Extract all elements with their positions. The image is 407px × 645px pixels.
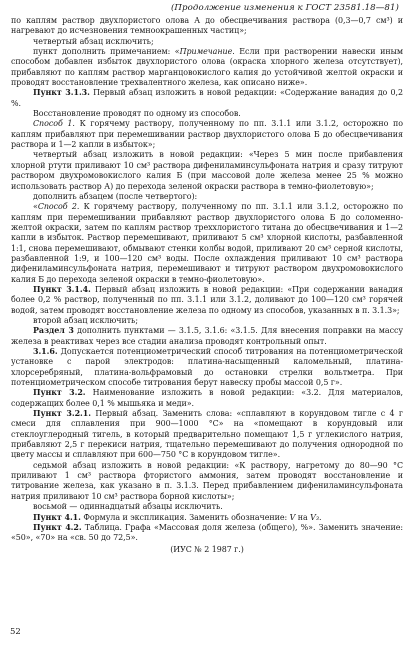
paragraph-p09 <box>11 202 403 285</box>
text-run: Примечание <box>179 47 233 57</box>
paragraph-p13 <box>11 347 403 388</box>
text-run: Пункт 3.1.3. <box>33 88 90 98</box>
page-number: 52 <box>10 627 21 637</box>
paragraph-p14 <box>11 388 403 409</box>
text-run: дополнить пунктами — 3.1.5, 3.1.6: «3.1.5. Для внесения поправки на массу железа в реактивах через все стадии анализа проводят контрольный опыт. <box>11 326 403 346</box>
paragraph-p05 <box>11 109 403 119</box>
paragraph-p06 <box>11 119 403 150</box>
text-run: Первый абзац изложить в новой редакции: «Содержание ванадия до 0,2 %. <box>11 88 404 108</box>
text-run: на <box>295 512 311 522</box>
text-run: Таблица. Графа «Массовая доля железа (общего), %». Заменить значение: «50», «70» на «св. 50 до 72,5». <box>11 522 403 543</box>
paragraph-p08 <box>11 192 403 202</box>
paragraph-p17 <box>11 502 403 512</box>
paragraph-p03 <box>11 47 403 88</box>
document-body <box>11 16 403 555</box>
paragraph-p10 <box>11 285 403 316</box>
text-run: по каплям раствор двухлористого олова А до обесцвечивания раствора (0,3—0,7 см³) и нагревают до исчезновения темноокрашенных частиц»; <box>11 16 403 36</box>
paragraph-p19 <box>11 523 403 544</box>
paragraph-p11 <box>11 316 403 326</box>
text-run: Первый абзац изложить в новой редакции: «При содержании ванадия более 0,2 % раствор, полученный по пп. 3.1.1 или 3.1.2, доливают до 100—120 см³ горячей водой, затем проводят восстановление железа по одному из способов, указанных в п. 3.1.3»; <box>11 284 404 315</box>
text-run: четвертый абзац изложить в новой редакции: «Через 5 мин после прибавления хлорной ртути приливают 10 см³ раствора дифениламинсульфоната натрия и сразу титруют раствором двухромовокислого калия Б (при массовой доле железа менее 25 % можно использовать раствор А) до перехода зеленой окраски раствора в темно-фиолетовую»; <box>11 150 403 191</box>
paragraph-p07 <box>11 150 403 191</box>
text-run: пункт дополнить примечанием: « <box>33 47 180 57</box>
text-run: Пункт 3.1.4. <box>33 284 91 294</box>
text-run: Раздел 3 <box>33 326 74 336</box>
paragraph-p01 <box>11 16 403 37</box>
footer-note: (ИУС № 2 1987 г.) <box>170 544 244 554</box>
text-run: Первый абзац. Заменить слова: «сплавляют в корундовом тигле с 4 г смеси для сплавления при 900—1000 °С» на «помещают в корундовый или стеклоуглеродный тигель, в который предварительно помещают 1,5 г углекислого натрия, прибавляют 2,5 г перекиси натрия, тщательно перемешивают до получения однородной по цвету массы и сплавляют при 600—750 °С в корундовом тигле». <box>11 409 403 460</box>
text-run: 3.1.6. <box>33 347 58 356</box>
text-run: Способ 2 <box>37 202 77 212</box>
text-run: второй абзац исключить; <box>33 315 138 325</box>
paragraph-p02 <box>11 37 403 47</box>
text-run: . <box>318 512 322 522</box>
text-run: . Если при растворении навески иным способом добавлен избыток двухлористого олова (окраска хлорного железа отсутствует), прибавляют по каплям раствор марганцовокислого калия до устойчивой желтой окраски и проводят восстановление трехвалентного железа, как описано ниже». <box>11 47 403 88</box>
running-header: (Продолжение изменения к ГОСТ 23581.18—81) <box>170 3 399 13</box>
text-run: четвертый абзац исключить; <box>33 36 154 46</box>
text-run: Восстановление проводят по одному из способов. <box>33 109 241 119</box>
text-run: Пункт 4.1. <box>33 512 81 522</box>
text-run: Пункт 3.2.1. <box>33 409 91 419</box>
text-run: Пункт 3.2. <box>33 388 86 398</box>
text-run: Наименование изложить в новой редакции: «3.2. Для материалов, содержащих более 0,1 % мышьяка и меди». <box>11 388 403 408</box>
text-run: . К горячему раствору, полученному по пп. 3.1.1 или 3.1.2, осторожно по каплям прибавляют при перемешивании раствор двухлористого олова Б до обесцвечивания раствора и 1—2 капли в избыток»; <box>11 119 403 150</box>
text-run: Допускается потенциометрический способ титрования на потенциометрической установке с парой электродов: платина-насыщенный каломельный, платина-хлорсеребряный, платина-вольфрамовый до остановки стрелки вольтметра. При потенциометрическом способе титрования берут навеску пробы массой 0,5 г». <box>11 347 403 388</box>
text-run: V <box>310 512 316 522</box>
text-run: седьмой абзац изложить в новой редакции: «К раствору, нагретому до 80—90 °С приливают 1 см³ раствора фтористого аммония, затем проводят восстановление и титрование железа, как указано в п. 3.1.3. Перед прибавлением дифениламинсульфоната натрия приливают 10 см³ раствора борной кислоты»; <box>11 460 403 501</box>
text-run: ₃ <box>315 512 319 522</box>
text-run: дополнить абзацем (после четвертого): <box>33 191 198 201</box>
paragraph-p18 <box>11 513 403 523</box>
text-run: Способ 1 <box>33 119 73 129</box>
text-run: « <box>33 202 38 212</box>
paragraph-p04 <box>11 88 403 109</box>
paragraph-p15 <box>11 409 403 461</box>
paragraph-p16 <box>11 461 403 502</box>
text-run: V <box>289 512 296 522</box>
paragraph-p12 <box>11 326 403 347</box>
text-run: Формула и экспликация. Заменить обозначение: <box>80 512 290 522</box>
text-run: . К горячему раствору, полученному по пп. 3.1.1 или 3.1.2, осторожно по каплям при перемешивании прибавляют раствор двухлористого олова Б до соломенно-желтой окраски, затем по каплям раствор треххлористого титана до обесцвечивания и 1—2 капли в избыток. Раствор перемешивают, приливают 5 см³ хлорной кислоты, разбавленной 1:1, снова перемешивают, обмывают стенки колбы водой, приливают 20 см³ серной кислоты, разбавленной 1:9, и 100—120 см³ воды. После охлаждения приливают 10 см³ раствора дифениламинсульфоната натрия, перемешивают и титруют раствором двухромовокислого калия Б до перехода зеленой окраски в темно-фиолетовую». <box>11 202 403 284</box>
text-run: восьмой — одиннадцатый абзацы исключить. <box>33 502 223 512</box>
text-run: Пункт 4.2. <box>33 522 82 532</box>
